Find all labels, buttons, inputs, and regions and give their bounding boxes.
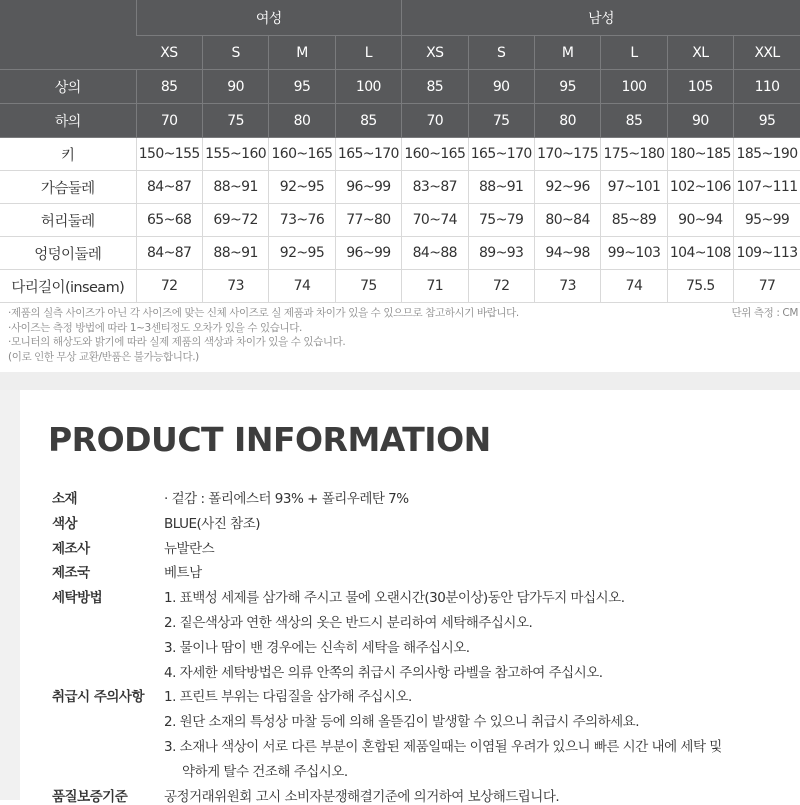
measurement-cell: 180~185 xyxy=(667,138,733,171)
top-label: 상의 xyxy=(0,70,136,104)
measurement-cell: 89~93 xyxy=(468,237,534,270)
info-value: 2. 짙은색상과 연한 색상의 옷은 반드시 분리하여 세탁해주십시오. xyxy=(164,615,533,631)
bottom-size-cell: 85 xyxy=(601,104,667,138)
info-value: 1. 프린트 부위는 다림질을 삼가해 주십시오. xyxy=(164,689,412,706)
size-header-cell: S xyxy=(468,36,534,70)
measurement-cell: 73 xyxy=(202,270,268,303)
size-header-cell: M xyxy=(534,36,600,70)
bottom-size-cell: 75 xyxy=(468,104,534,138)
size-header-cell: L xyxy=(335,36,401,70)
measurement-cell: 84~87 xyxy=(136,237,202,270)
measurement-cell: 85~89 xyxy=(601,204,667,237)
men-header: 남성 xyxy=(402,0,800,36)
measurement-cell: 75.5 xyxy=(667,270,733,303)
bottom-size-cell: 80 xyxy=(534,104,600,138)
note-line: (이로 인한 무상 교환/반품은 불가능합니다.) xyxy=(8,350,199,363)
measurement-cell: 155~160 xyxy=(202,138,268,171)
measurement-row xyxy=(0,237,800,270)
measurement-cell: 88~91 xyxy=(468,171,534,204)
bottom-size-cell: 70 xyxy=(136,104,202,138)
top-size-cell: 85 xyxy=(402,70,468,104)
size-header-cell: XS xyxy=(402,36,468,70)
product-info-panel xyxy=(20,390,800,805)
measurement-label: 허리둘레 xyxy=(0,204,136,237)
measurement-cell: 65~68 xyxy=(136,204,202,237)
measurement-cell: 102~106 xyxy=(667,171,733,204)
bottom-size-cell: 75 xyxy=(202,104,268,138)
top-size-cell: 90 xyxy=(202,70,268,104)
top-size-row xyxy=(0,70,800,104)
bottom-size-cell: 85 xyxy=(335,104,401,138)
top-size-cell: 90 xyxy=(468,70,534,104)
measurement-label: 키 xyxy=(0,138,136,171)
measurement-cell: 165~170 xyxy=(335,138,401,171)
top-size-cell: 95 xyxy=(534,70,600,104)
measurement-cell: 72 xyxy=(468,270,534,303)
measurement-cell: 84~88 xyxy=(402,237,468,270)
unit-note: 단위 측정 : CM xyxy=(731,307,798,319)
size-header-cell: S xyxy=(202,36,268,70)
measurement-cell: 71 xyxy=(402,270,468,303)
measurement-cell: 96~99 xyxy=(335,237,401,270)
info-value: BLUE(사진 참조) xyxy=(164,515,261,532)
bottom-size-cell: 90 xyxy=(667,104,733,138)
section-gap xyxy=(0,372,800,392)
info-value: · 겉감 : 폴리에스터 93% + 폴리우레탄 7% xyxy=(164,491,409,507)
gender-header-row xyxy=(0,0,800,36)
info-key: 소재 xyxy=(52,491,78,507)
measurement-cell: 73~76 xyxy=(269,204,335,237)
measurement-row xyxy=(0,270,800,303)
measurement-cell: 185~190 xyxy=(734,138,800,171)
info-value: 공정거래위원회 고시 소비자분쟁해결기준에 의거하여 보상해드립니다. xyxy=(164,788,560,805)
product-info-card xyxy=(0,390,800,805)
measurement-cell: 109~113 xyxy=(734,237,800,270)
info-value: 2. 원단 소재의 특성상 마찰 등에 의해 올뜯김이 발생할 수 있으니 취급시 주의하세요. xyxy=(164,714,640,731)
measurement-cell: 165~170 xyxy=(468,138,534,171)
measurement-cell: 94~98 xyxy=(534,237,600,270)
top-size-cell: 95 xyxy=(269,70,335,104)
bottom-size-cell: 70 xyxy=(402,104,468,138)
size-header-cell: XXL xyxy=(734,36,800,70)
measurement-cell: 88~91 xyxy=(202,171,268,204)
measurement-cell: 75 xyxy=(335,270,401,303)
top-size-cell: 85 xyxy=(136,70,202,104)
measurement-cell: 95~99 xyxy=(734,204,800,237)
measurement-cell: 96~99 xyxy=(335,171,401,204)
bottom-label: 하의 xyxy=(0,104,136,138)
measurement-cell: 99~103 xyxy=(601,237,667,270)
measurement-cell: 107~111 xyxy=(734,171,800,204)
measurement-cell: 84~87 xyxy=(136,171,202,204)
info-value: 베트남 xyxy=(164,565,202,582)
info-value: 1. 표백성 세제를 삼가해 주시고 물에 오랜시간(30분이상)동안 담가두지 마십시오. xyxy=(164,590,625,607)
measurement-cell: 83~87 xyxy=(402,171,468,204)
measurement-cell: 77 xyxy=(734,270,800,303)
info-value: 뉴발란스 xyxy=(164,540,215,557)
info-key: 색상 xyxy=(52,515,78,532)
measurement-cell: 74 xyxy=(601,270,667,303)
measurement-cell: 69~72 xyxy=(202,204,268,237)
size-header-cell: XS xyxy=(136,36,202,70)
measurement-cell: 160~165 xyxy=(402,138,468,171)
top-size-cell: 100 xyxy=(335,70,401,104)
measurement-label: 다리길이(inseam) xyxy=(0,270,136,303)
measurement-cell: 150~155 xyxy=(136,138,202,171)
bottom-size-cell: 80 xyxy=(269,104,335,138)
size-header-cell: M xyxy=(269,36,335,70)
info-value: 3. 소재나 색상이 서로 다른 부분이 혼합된 제품일때는 이염될 우려가 있으니 빠른 시간 내에 세탁 및 xyxy=(164,739,722,755)
info-value: 4. 자세한 세탁방법은 의류 안쪽의 취급시 주의사항 라벨을 참고하여 주십시오. xyxy=(164,664,603,681)
info-key: 제조국 xyxy=(52,565,90,582)
measurement-cell: 72 xyxy=(136,270,202,303)
measurement-cell: 90~94 xyxy=(667,204,733,237)
info-key: 취급시 주의사항 xyxy=(52,689,144,706)
size-table xyxy=(0,0,800,303)
measurement-cell: 92~95 xyxy=(269,237,335,270)
info-value: 약하게 탈수 건조해 주십시오. xyxy=(182,763,348,780)
measurement-cell: 74 xyxy=(269,270,335,303)
size-header-cell: XL xyxy=(667,36,733,70)
measurement-cell: 175~180 xyxy=(601,138,667,171)
note-line: ·제품의 실측 사이즈가 아닌 각 사이즈에 맞는 신체 사이즈로 실 제품과 차이가 있을 수 있으므로 참고하시기 바랍니다. xyxy=(8,307,519,319)
measurement-cell: 104~108 xyxy=(667,237,733,270)
info-key: 세탁방법 xyxy=(52,590,103,607)
measurement-cell: 92~95 xyxy=(269,171,335,204)
measurement-cell: 160~165 xyxy=(269,138,335,171)
measurement-cell: 97~101 xyxy=(601,171,667,204)
measurement-cell: 170~175 xyxy=(534,138,600,171)
notes-lines xyxy=(8,306,798,364)
top-size-cell: 105 xyxy=(667,70,733,104)
size-header-cell: L xyxy=(601,36,667,70)
measurement-cell: 70~74 xyxy=(402,204,468,237)
corner-cell xyxy=(0,0,136,70)
info-key: 품질보증기준 xyxy=(52,788,128,805)
measurement-cell: 77~80 xyxy=(335,204,401,237)
product-info-title: PRODUCT INFORMATION xyxy=(48,420,491,459)
top-size-cell: 100 xyxy=(601,70,667,104)
measurement-cell: 73 xyxy=(534,270,600,303)
measurement-cell: 75~79 xyxy=(468,204,534,237)
size-notes xyxy=(8,306,798,364)
bottom-size-cell: 95 xyxy=(734,104,800,138)
top-size-cell: 110 xyxy=(734,70,800,104)
info-value: 3. 물이나 땀이 밴 경우에는 신속히 세탁을 해주십시오. xyxy=(164,639,470,656)
bottom-size-row xyxy=(0,104,800,138)
measurement-cell: 80~84 xyxy=(534,204,600,237)
measurement-row xyxy=(0,204,800,237)
measurement-cell: 92~96 xyxy=(534,171,600,204)
note-line: ·사이즈는 측정 방법에 따라 1~3센티정도 오차가 있을 수 있습니다. xyxy=(8,321,302,334)
measurement-label: 엉덩이둘레 xyxy=(0,237,136,270)
note-line: ·모니터의 해상도와 밝기에 따라 실제 제품의 색상과 차이가 있을 수 있습니다. xyxy=(8,336,346,348)
info-key: 제조사 xyxy=(52,540,90,557)
measurement-cell: 88~91 xyxy=(202,237,268,270)
measurement-row xyxy=(0,171,800,204)
women-header: 여성 xyxy=(136,0,402,36)
measurement-label: 가슴둘레 xyxy=(0,171,136,204)
measurement-row xyxy=(0,138,800,171)
